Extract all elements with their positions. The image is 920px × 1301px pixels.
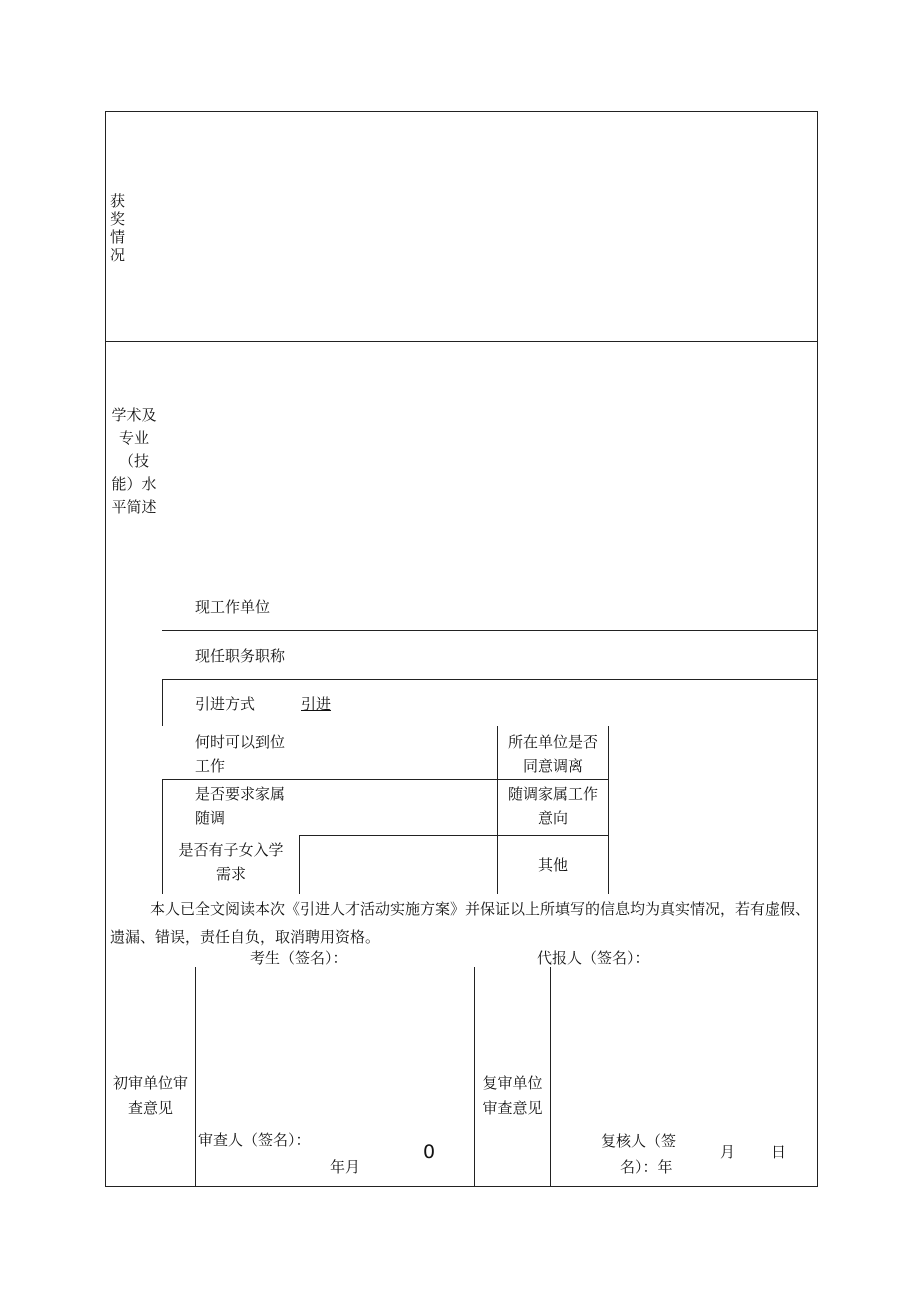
unit-consent-label-line: 同意调离	[522, 757, 583, 775]
candidate-signature-label: 考生（签名）：	[250, 949, 348, 967]
second-reviewer-signature-line1: 复核人（签	[601, 1132, 677, 1150]
academic-label-line: 平简述	[111, 498, 157, 516]
academic-label	[106, 404, 162, 519]
family-label-line: 是否要求家属	[195, 785, 286, 803]
family-work-label-line: 意向	[537, 809, 568, 827]
declaration-text: 本人已全文阅读本次《引进人才活动实施方案》并保证以上所填写的信息均为真实情况，若有虚假、遗漏、错误，责任自负，取消聘用资格。	[110, 900, 811, 946]
intro-left-border	[162, 679, 163, 726]
divider-position-intro	[162, 679, 818, 680]
family-work-label	[498, 782, 608, 830]
academic-label-line: （技	[118, 452, 149, 470]
academic-label-line: 专业	[118, 429, 149, 447]
form-border-bottom	[105, 1186, 818, 1187]
second-reviewer-signature-line2: 名）：年	[620, 1158, 673, 1176]
academic-label-line: 能）水	[111, 475, 157, 493]
first-review-year-month: 年月	[330, 1158, 361, 1176]
second-review-label-line: 复审单位	[482, 1074, 543, 1092]
form-border-left	[105, 111, 106, 1187]
review-left-divider	[195, 967, 196, 1187]
second-review-month: 月	[720, 1143, 736, 1161]
first-review-label	[106, 1071, 195, 1121]
second-review-label-line: 审查意见	[482, 1099, 543, 1117]
children-label	[163, 838, 299, 886]
first-reviewer-signature: 审查人（签名）：	[198, 1131, 311, 1149]
family-label-line: 随调	[195, 809, 226, 827]
review-right-divider	[550, 967, 551, 1187]
arrival-label-line: 何时可以到位	[195, 733, 286, 751]
academic-label-line: 学术及	[111, 406, 157, 424]
children-label-line: 是否有子女入学	[178, 841, 284, 859]
work-unit-label: 现工作单位	[195, 598, 271, 616]
agent-signature-label: 代报人（签名）：	[537, 949, 650, 967]
consent-col-divider	[608, 726, 609, 894]
position-label: 现任职务职称	[195, 647, 286, 665]
unit-consent-label-line: 所在单位是否	[507, 733, 598, 751]
divider-awards-academic	[105, 341, 818, 342]
form-border-top	[105, 111, 818, 112]
family-label	[195, 782, 285, 830]
second-review-label	[475, 1071, 550, 1121]
form-border-right	[817, 111, 818, 1187]
awards-label: 获奖情况	[110, 192, 126, 264]
intro-method-label: 引进方式	[195, 695, 256, 713]
first-review-zero: 0	[423, 1141, 436, 1163]
family-work-label-line: 随调家属工作	[507, 785, 598, 803]
divider-family-children	[299, 835, 609, 836]
arrival-label	[195, 730, 285, 778]
first-review-label-line: 查意见	[127, 1099, 173, 1117]
divider-arrival-family	[162, 779, 609, 780]
second-review-day: 日	[771, 1143, 787, 1161]
first-review-label-line: 初审单位审	[112, 1074, 188, 1092]
children-col-divider	[299, 835, 300, 894]
unit-consent-label	[498, 730, 608, 778]
intro-method-value[interactable]: 引进	[301, 695, 332, 713]
children-label-line: 需求	[215, 865, 246, 883]
divider-workunit-position	[162, 630, 818, 631]
other-label: 其他	[537, 856, 568, 874]
arrival-label-line: 工作	[195, 757, 226, 775]
